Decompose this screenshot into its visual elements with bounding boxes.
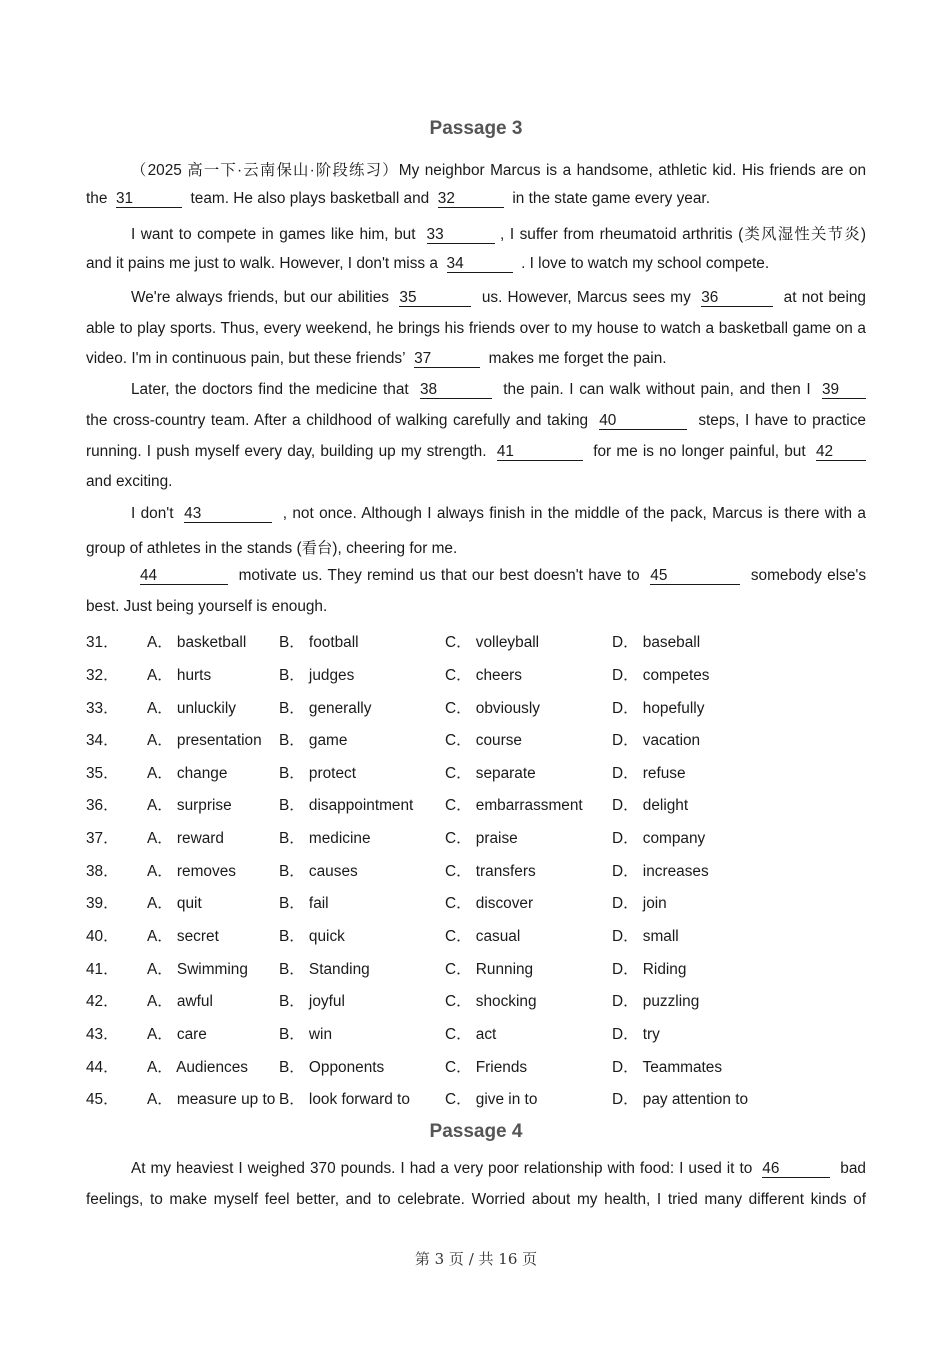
question-39-options: 39． A． quit B． fail C． discover D． join [86, 891, 866, 913]
blank-44: 44 [140, 567, 228, 585]
paragraph-line: best. Just being yourself is enough. [86, 598, 328, 615]
question-31-options: 31． A． basketball B． football C． volleyball D． baseball [86, 630, 866, 652]
option-a: A． Audiences [147, 1059, 248, 1076]
question-35-options: 35． A． change B． protect C． separate D． refuse [86, 761, 866, 783]
option-b: B． win [279, 1026, 333, 1043]
option-c: C． embarrassment [445, 797, 583, 814]
option-c: C． Running [445, 961, 534, 978]
paragraph-line: the cross-country team. After a childhood of walking carefully and taking 40 steps, I have to practice [86, 412, 866, 429]
option-a: A． Swimming [147, 961, 248, 978]
blank-45: 45 [650, 567, 740, 585]
question-32-options: 32． A． hurts B． judges C． cheers D． competes [86, 663, 866, 685]
paragraph-line: feelings, to make myself feel better, and to celebrate. Worried about my health, I tried many different kinds of [86, 1191, 866, 1208]
option-c: C． volleyball [445, 634, 540, 651]
paragraph-line: At my heaviest I weighed 370 pounds. I had a very poor relationship with food: I used it to 46 bad [131, 1160, 866, 1177]
question-36-options: 36． A． surprise B． disappointment C． embarrassment D． delight [86, 793, 866, 815]
option-b: B． fail [279, 895, 329, 912]
option-a: A． basketball [147, 634, 247, 651]
question-44-options: 44． A． Audiences B． Opponents C． Friends D． Teammates [86, 1055, 866, 1077]
blank-39: 39 [822, 381, 866, 399]
blank-32: 32 [438, 190, 504, 208]
paragraph-line: and it pains me just to walk. However, I don't miss a 34 . I love to watch my school compete. [86, 255, 770, 272]
blank-42: 42 [816, 443, 866, 461]
question-43-options: 43． A． care B． win C． act D． try [86, 1022, 866, 1044]
paragraph-line: I want to compete in games like him, but 33 , I suffer from rheumatoid arthritis (类风湿性关节炎) [131, 226, 866, 243]
question-42-options: 42． A． awful B． joyful C． shocking D． puzzling [86, 989, 866, 1011]
option-d: D． refuse [612, 765, 686, 782]
option-b: B． look forward to [279, 1091, 410, 1108]
option-d: D． company [612, 830, 706, 847]
question-38-options: 38． A． removes B． causes C． transfers D． increases [86, 859, 866, 881]
option-d: D． puzzling [612, 993, 700, 1010]
option-a: A． awful [147, 993, 213, 1010]
option-a: A． hurts [147, 667, 212, 684]
question-40-options: 40． A． secret B． quick C． casual D． small [86, 924, 866, 946]
option-c: C． act [445, 1026, 497, 1043]
option-c: C． give in to [445, 1091, 538, 1108]
option-c: C． cheers [445, 667, 522, 684]
paragraph-line: We're always friends, but our abilities 35 us. However, Marcus sees my 36 at not being [131, 289, 866, 306]
option-d: D． try [612, 1026, 660, 1043]
passage-3-title: Passage 3 [429, 118, 523, 139]
option-d: D． Riding [612, 961, 687, 978]
option-d: D． hopefully [612, 700, 705, 717]
question-41-options: 41． A． Swimming B． Standing C． Running D． Riding [86, 957, 866, 979]
option-b: B． judges [279, 667, 355, 684]
paragraph-line: 44 motivate us. They remind us that our best doesn't have to 45 somebody else's [140, 567, 867, 584]
paragraph-line: able to play sports. Thus, every weekend, he brings his friends over to my house to watch a basketball game on a [86, 320, 866, 337]
blank-36: 36 [701, 289, 773, 307]
paragraph-line: running. I push myself every day, building up my strength. 41 for me is no longer painful, but 42 [86, 443, 866, 461]
option-c: C． Friends [445, 1059, 528, 1076]
paragraph-line: and exciting. [86, 473, 173, 490]
option-c: C． casual [445, 928, 521, 945]
option-a: A． quit [147, 895, 202, 912]
option-b: B． disappointment [279, 797, 414, 814]
question-37-options: 37． A． reward B． medicine C． praise D． company [86, 826, 866, 848]
question-34-options: 34． A． presentation B． game C． course D． vacation [86, 728, 866, 750]
option-d: D． increases [612, 863, 709, 880]
option-d: D． pay attention to [612, 1091, 749, 1108]
option-d: D． small [612, 928, 679, 945]
blank-37: 37 [414, 350, 480, 368]
blank-46: 46 [762, 1160, 830, 1178]
option-a: A． unluckily [147, 700, 236, 717]
option-b: B． Opponents [279, 1059, 385, 1076]
option-a: A． measure up to [147, 1091, 276, 1108]
option-a: A． reward [147, 830, 224, 847]
passage-4-title: Passage 4 [429, 1121, 523, 1142]
paragraph-line: group of athletes in the stands (看台), cheering for me. [86, 540, 458, 557]
option-c: C． discover [445, 895, 534, 912]
paragraph-line: I don't 43 , not once. Although I always finish in the middle of the pack, Marcus is there with a [131, 505, 866, 522]
paragraph-line: video. I'm in continuous pain, but these friends’ 37 makes me forget the pain. [86, 350, 667, 367]
option-b: B． game [279, 732, 348, 749]
option-a: A． care [147, 1026, 207, 1043]
option-a: A． change [147, 765, 228, 782]
blank-43: 43 [184, 505, 272, 523]
blank-31: 31 [116, 190, 182, 208]
paragraph-line: （2025 高一下·云南保山·阶段练习）My neighbor Marcus is a handsome, athletic kid. His friends are on [131, 162, 866, 179]
option-b: B． causes [279, 863, 358, 880]
option-b: B． quick [279, 928, 345, 945]
option-a: A． presentation [147, 732, 262, 749]
option-a: A． secret [147, 928, 219, 945]
blank-35: 35 [399, 289, 471, 307]
paragraph-line: Later, the doctors find the medicine that 38 the pain. I can walk without pain, and then I 39 [131, 381, 866, 399]
blank-38: 38 [420, 381, 492, 399]
option-c: C． transfers [445, 863, 536, 880]
option-b: B． generally [279, 700, 372, 717]
option-c: C． course [445, 732, 522, 749]
blank-41: 41 [497, 443, 583, 461]
option-c: C． praise [445, 830, 518, 847]
option-b: B． joyful [279, 993, 345, 1010]
option-b: B． protect [279, 765, 356, 782]
option-c: C． obviously [445, 700, 540, 717]
option-b: B． Standing [279, 961, 370, 978]
question-33-options: 33． A． unluckily B． generally C． obviously D． hopefully [86, 696, 866, 718]
option-d: D． Teammates [612, 1059, 723, 1076]
option-a: A． removes [147, 863, 236, 880]
blank-34: 34 [447, 255, 513, 273]
blank-40: 40 [599, 412, 687, 430]
option-d: D． delight [612, 797, 689, 814]
option-a: A． surprise [147, 797, 232, 814]
option-b: B． football [279, 634, 359, 651]
paragraph-line: the 31 team. He also plays basketball and 32 in the state game every year. [86, 190, 710, 207]
page-footer: 第 3 页 / 共 16 页 [414, 1250, 538, 1268]
option-c: C． separate [445, 765, 536, 782]
option-d: D． baseball [612, 634, 701, 651]
option-b: B． medicine [279, 830, 371, 847]
option-d: D． join [612, 895, 667, 912]
question-45-options: 45． A． measure up to B． look forward to C． give in to D． pay attention to [86, 1087, 866, 1109]
option-c: C． shocking [445, 993, 537, 1010]
option-d: D． competes [612, 667, 710, 684]
blank-33: 33 [427, 226, 495, 244]
option-d: D． vacation [612, 732, 701, 749]
